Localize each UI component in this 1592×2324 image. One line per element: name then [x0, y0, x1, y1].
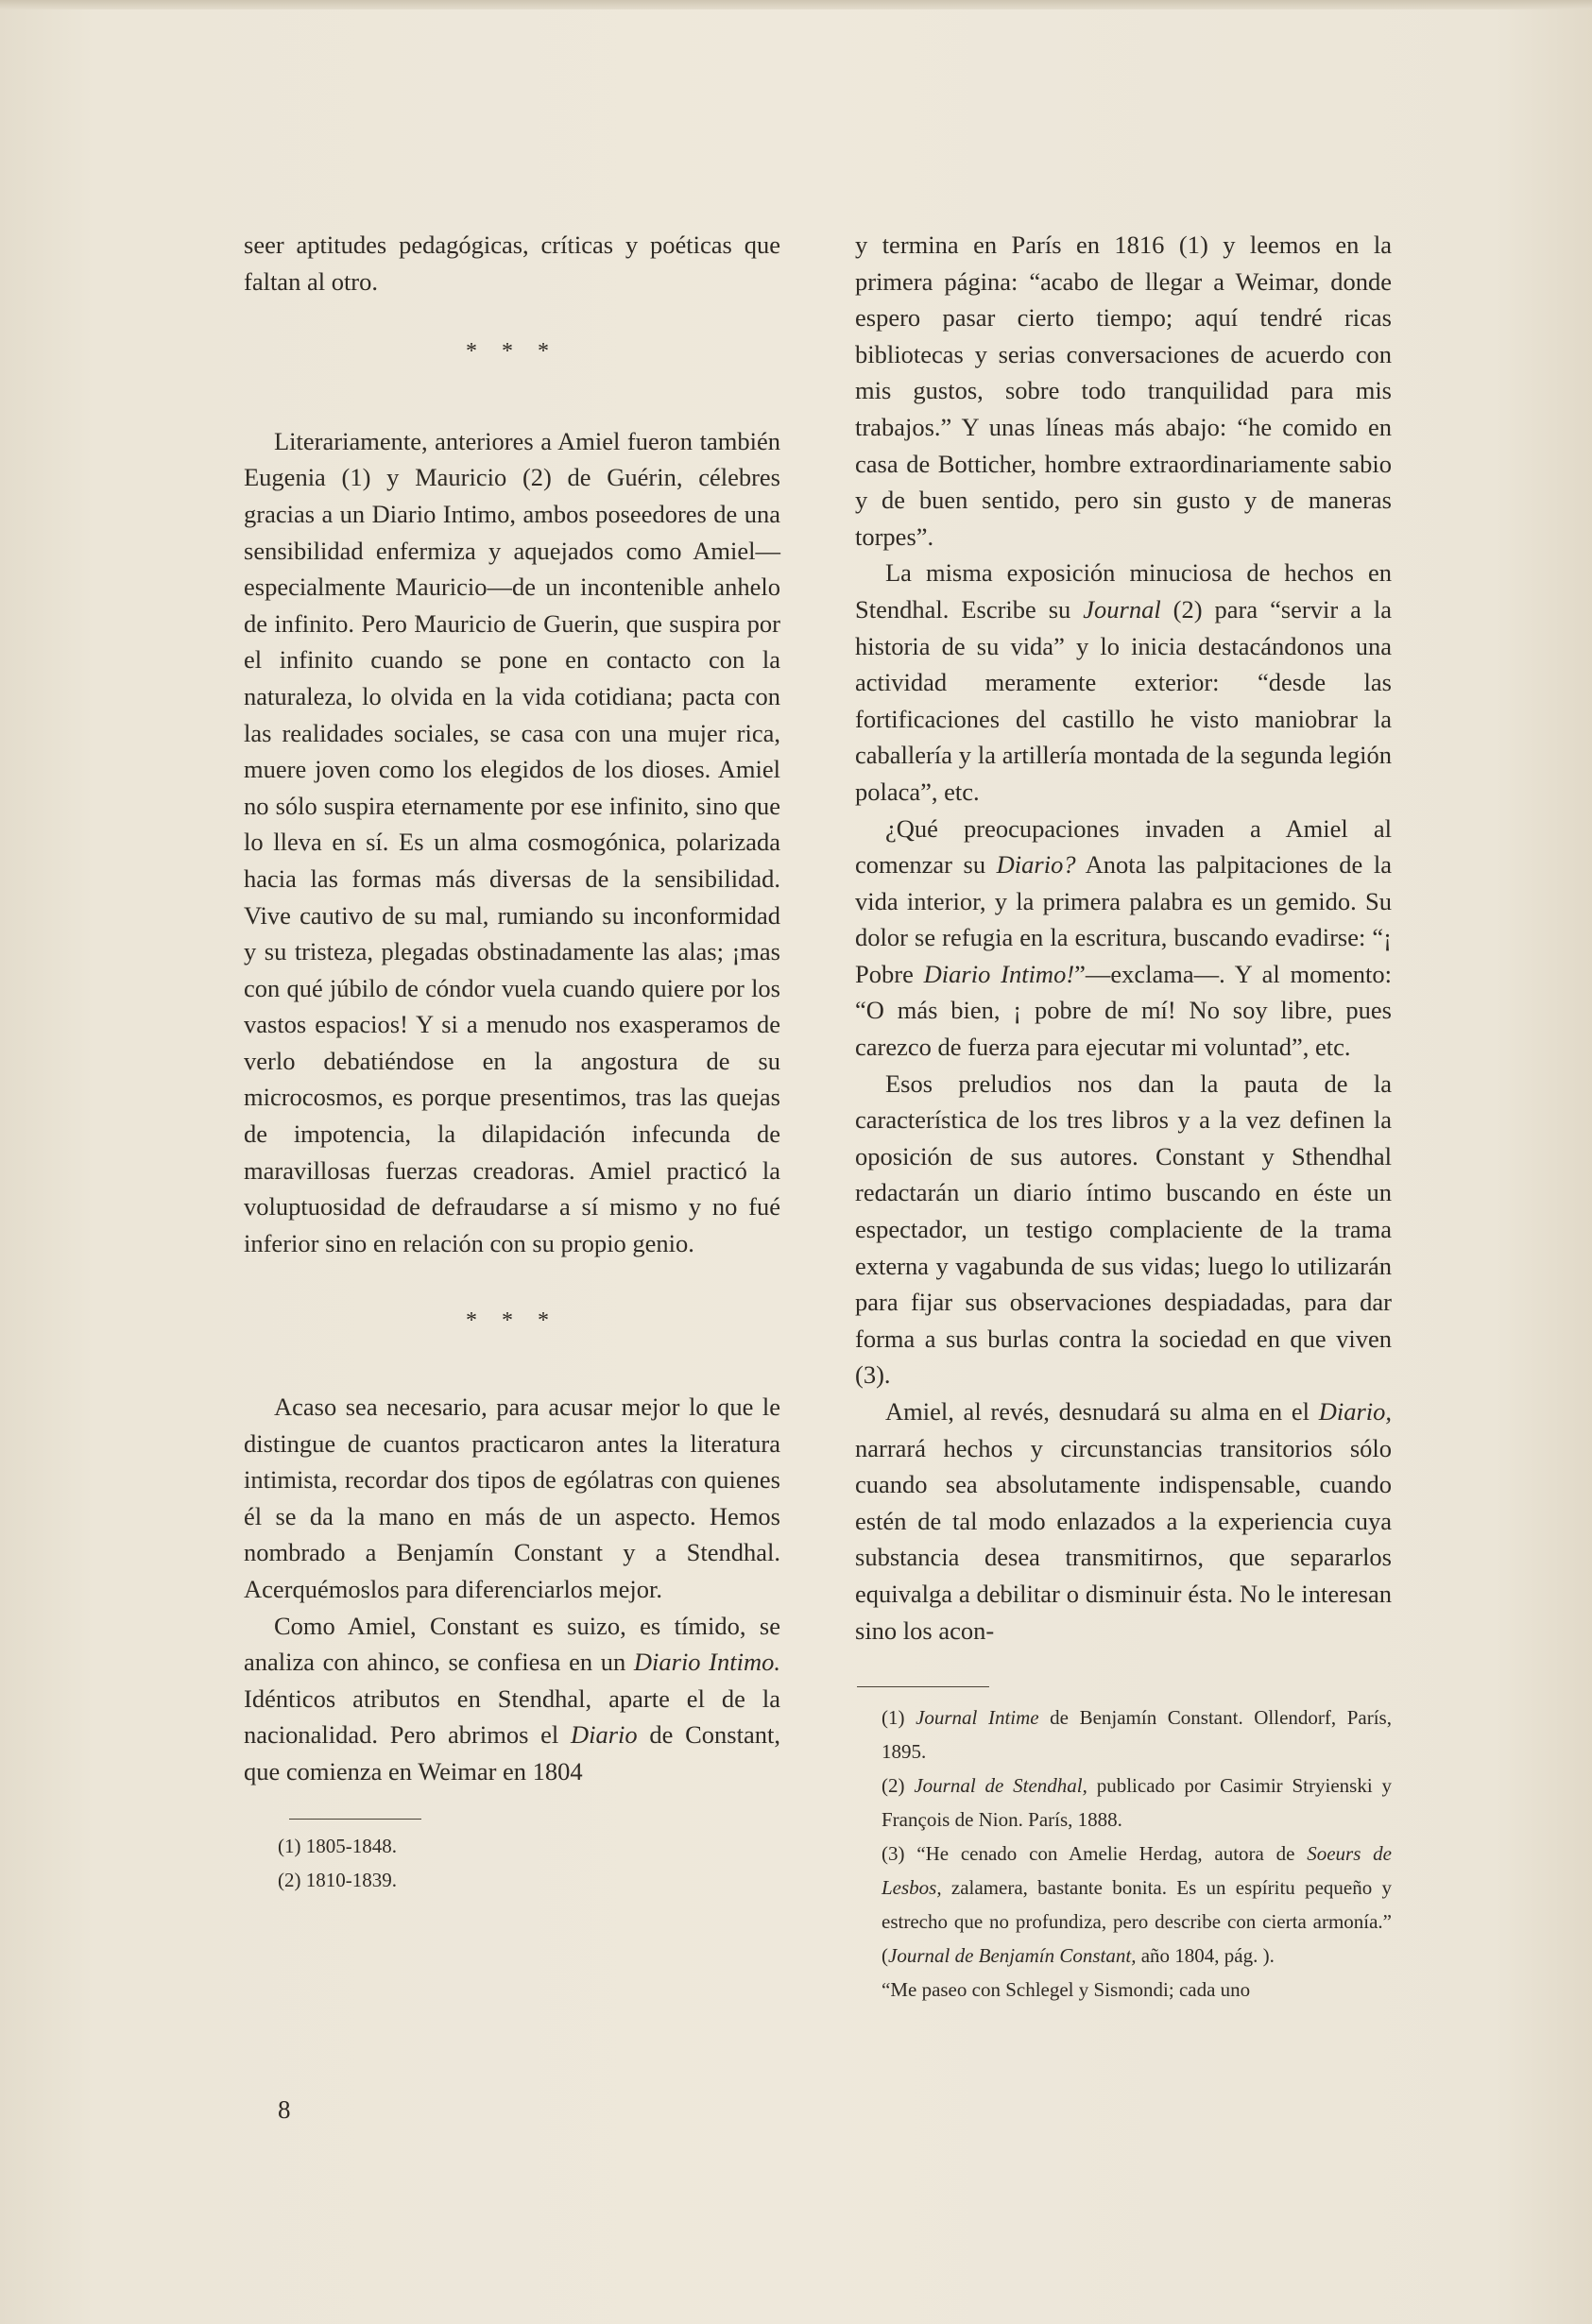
left-paragraph-3: Acaso sea necesario, para acusar mejor lo que le distingue de cuantos practicaron antes la literatura intimista, recordar dos tipos de ególatras con quienes él se da la mano en más de un aspecto. Hemos nombrado a Benjamín Constant y a Stendhal. Acerquémoslos para diferenciarlos mejor.: [244, 1393, 780, 1603]
italic-title: Journal de Stendhal,: [914, 1774, 1087, 1798]
italic-title: Diario: [570, 1720, 638, 1750]
footnote: (1) 1805-1848.: [278, 1834, 397, 1857]
italic-title: Diario Intimo.: [633, 1648, 780, 1677]
footnote-rule: [857, 1686, 989, 1687]
right-paragraph-1: y termina en París en 1816 (1) y leemos en la primera página: “acabo de llegar a Weimar, donde espero pasar cierto tiempo; aquí tendré ricas bibliotecas y serias conversaciones de acuerdo con mis gustos, sobre todo tranquilidad para mis trabajos.” Y unas líneas más abajo: “he comido en casa de Botticher, hombre extraordinariamente sabio y de buen sentido, pero sin gusto y de maneras torpes”.: [855, 231, 1392, 551]
text-run: Amiel, al revés, desnudará su alma en el: [885, 1397, 1319, 1426]
footnote: “Me paseo con Schlegel y Sismondi; cada uno: [882, 1978, 1251, 2002]
text-run: zalamera, bastante bonita. Es un espíritu pequeño y estrecho que no profundiza, pero describe con cierta armonía.” (: [882, 1876, 1392, 1968]
italic-title: Diario?: [996, 850, 1076, 880]
text-run: (2): [882, 1774, 915, 1798]
left-footnotes: [244, 1829, 780, 1897]
footnote: (2) 1810-1839.: [278, 1868, 397, 1891]
text-run: ”—exclama—. Y al momento: “O más bien, ¡ pobre de mí! No soy libre, pues carezco de fuerza para ejecutar mi voluntad”, etc.: [855, 959, 1392, 1062]
right-paragraph-3: [855, 811, 1392, 1066]
text-run: (3) “He cenado con Amelie Herdag, autora de: [882, 1842, 1308, 1866]
footnote: [882, 1837, 1392, 1973]
footnote: [882, 1769, 1392, 1837]
right-paragraph-2: [855, 555, 1392, 810]
left-paragraph-4: [244, 1608, 780, 1790]
section-separator: * * *: [466, 339, 558, 365]
left-paragraph-1: seer aptitudes pedagógicas, críticas y poéticas que faltan al otro.: [244, 231, 780, 296]
page-number: 8: [278, 2095, 291, 2124]
text-run: publicado por Casimir Stryienski y François de Nion. París, 1888.: [882, 1774, 1392, 1832]
italic-title: Journal: [1083, 594, 1161, 624]
left-column: [244, 227, 780, 1897]
right-paragraph-4: Esos preludios nos dan la pauta de la característica de los tres libros y a la vez definen la oposición de sus autores. Constant y Sthendhal redactarán un diario íntimo buscando en éste un espectador, un testigo complaciente de la trama externa y vagabunda de sus vidas; luego lo utilizarán para fijar sus observaciones despiadadas, para dar forma a sus burlas contra la sociedad en que viven (3).: [855, 1068, 1392, 1390]
right-paragraph-5: [855, 1393, 1392, 1649]
left-paragraph-2: Literariamente, anteriores a Amiel fueron también Eugenia (1) y Mauricio (2) de Guérin, célebres gracias a un Diario Intimo, ambos poseedores de una sensibilidad enfermiza y aquejados como Amiel—especialmente Mauricio—de un incontenible anhelo de infinito. Pero Mauricio de Guerin, que suspira por el infinito cuando se pone en contacto con la naturaleza, lo olvida en la vida cotidiana; pacta con las realidades sociales, se casa con una mujer rica, muere joven como los elegidos de los dioses. Amiel no sólo suspira eternamente por ese infinito, sino que lo lleva en sí. Es un alma cosmogónica, polarizada hacia las formas más diversas de la sensibilidad. Vive cautivo de su mal, rumiando su inconformidad y su tristeza, plegadas obstinadamente las alas; ¡mas con qué júbilo de cóndor vuela cuando quiere por los vastos espacios! Y si a menudo nos exasperamos de verlo debatiéndose en la angostura de su microcosmos, es porque presentimos, tras las quejas de impotencia, la dilapidación infecunda de maravillosas fuerzas creadoras. Amiel practicó la voluptuosidad de defraudarse a sí mismo y no fué inferior sino en relación con su propio genio.: [244, 426, 780, 1257]
right-footnotes: [855, 1700, 1392, 2007]
text-run: La misma exposición minuciosa de hechos en Stendhal. Escribe su: [855, 558, 1392, 624]
text-run: (1): [882, 1706, 916, 1730]
right-column: [855, 227, 1392, 2007]
text-run: ¿Qué preocupaciones invaden a Amiel al comenzar su: [855, 813, 1392, 880]
italic-title: Diario,: [1318, 1397, 1392, 1426]
footnote-rule: [289, 1819, 421, 1820]
text-run: Anota las palpitaciones de la vida interior, y la primera palabra es un gemido. Su dolor se refugia en la escritura, buscando evadirse: “¡ Pobre: [855, 850, 1392, 988]
section-separator: * * *: [466, 1308, 558, 1334]
text-run: Idénticos atributos en Stendhal, aparte el de la nacionalidad. Pero abrimos el: [244, 1683, 780, 1750]
text-run: de Constant, que comienza en Weimar en 1804: [244, 1720, 780, 1786]
text-run: año 1804, pág. ).: [1136, 1944, 1275, 1968]
text-run: (2) para “servir a la historia de su vida” y lo inicia destacándonos una actividad meramente exterior: “desde las fortificaciones del castillo he visto maniobrar la caballería y la artillería montada de la segunda legión polaca”, etc.: [855, 594, 1393, 806]
footnote: [882, 1700, 1392, 1769]
italic-title: Diario Intimo!: [923, 959, 1075, 988]
text-run: de Benjamín Constant. Ollendorf, París, 1895.: [882, 1706, 1392, 1764]
italic-title: Soeurs de Lesbos,: [882, 1842, 1392, 1900]
page-top-edge: [0, 0, 1592, 9]
text-run: narrará hechos y circunstancias transitorios sólo cuando sea absolutamente indispensable, cuando estén de tal modo enlazados a la experiencia cuya substancia desea transmitirnos, que separarlos equivalga a debilitar o disminuir ésta. No le interesan sino los acon-: [855, 1433, 1392, 1645]
italic-title: Journal Intime: [916, 1706, 1039, 1730]
text-run: Como Amiel, Constant es suizo, es tímido, se analiza con ahinco, se confiesa en un: [244, 1611, 780, 1677]
italic-title: Journal de Benjamín Constant,: [888, 1944, 1137, 1968]
